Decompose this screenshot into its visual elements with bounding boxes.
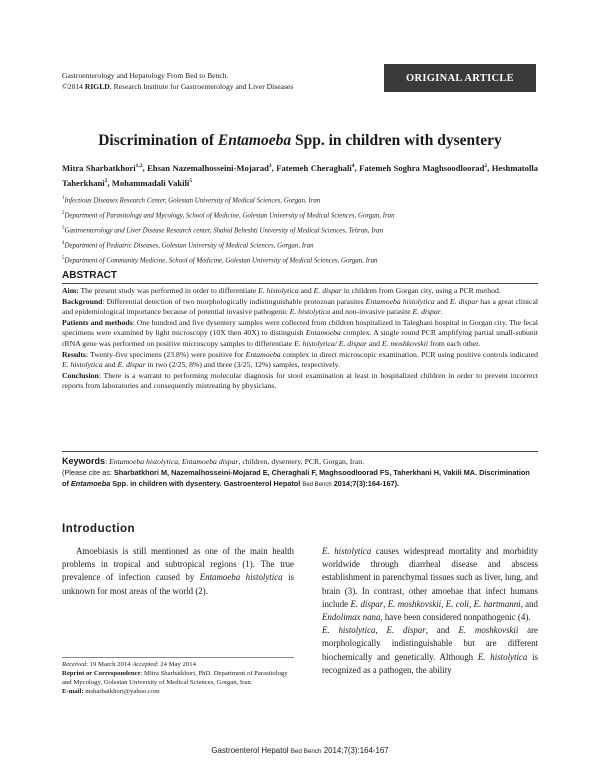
- introduction-heading: Introduction: [62, 523, 136, 535]
- intro-paragraph-2: E. histolytica causes widespread mortality and morbidity worldwide through diarrheal disease and abscess establishment in parenchymal tissues such as liver, lung, and brain (3). In contrast, other amoebae that infect humans include E. dispar, E. moshkovskii, E. coli, E. hartmanni, and Endolimax nana, have been considered nonpathogenic (4).: [322, 546, 538, 623]
- affiliation-item: $^1$Infectious Diseases Research Center, Golestan University of Medical Sciences, Gorgan, Iran: [62, 196, 321, 205]
- abstract-methods: Patients and methods: One hundred and five dysentery samples were collected from children hospitalized in Taleghani hospital in Gorgan city. The fecal specimens were examined by light microscopy (10X then 40X) to distinguish Entamoeba complex. A single round PCR amplifying partial small-subunit rRNA gene was performed on positive microscopy samples to differentiate E. histolytica/ E. dispar and E. moshkovskii from each other.: [62, 317, 539, 348]
- journal-name: Gastroenterology and Hepatology From Bed to Bench.: [62, 71, 229, 80]
- intro-paragraph-3: E. histolytica, E. dispar, and E. moshkovskii are morphologically indistinguishable but are different biochemically and genetically. Although E. histolytica is recognized as a pathogen, the ability: [322, 625, 538, 675]
- right-column: [322, 545, 538, 677]
- abstract-heading: ABSTRACT: [62, 270, 538, 284]
- affiliation-item: $^4$Department of Pediatric Diseases, Golestan University of Medical Sciences, Gorgan, Iran: [62, 240, 314, 249]
- email-link[interactable]: msharbatkhori@yahoo.com: [83, 687, 160, 695]
- keywords: Keywords: Entamoeba histolytica, Entamoeba dispar, children, dysentery, PCR, Gorgan, Iran.: [62, 456, 365, 466]
- intro-paragraph-1: Amoebiasis is still mentioned as one of the main health problems in tropical and subtropical regions (1). The true prevalence of infection caused by Entamoeba histolytica is unknown for most areas of the world (2).: [62, 546, 294, 596]
- copyright-line: ©2014 RIGLD, Research Institute for Gastroenterology and Liver Diseases: [62, 82, 294, 91]
- left-column: [62, 545, 294, 598]
- abstract-divider: [62, 451, 538, 452]
- journal-header: [62, 70, 293, 92]
- dates-line: Received: 19 March 2014 Accepted: 24 May 2014: [62, 661, 196, 668]
- correspondence: Reprint or Correspondence: Mitra Sharbatkhori, PhD. Department of Parasitology and Mycology, Golestan University of Medical Sciences, Gorgan, Iran.: [62, 669, 288, 686]
- abstract-results: Results: Twenty-five specimens (23.8%) were positive for Entamoeba complex in direct microscopic examination. PCR using positive controls indicated E. histolytica and E. dispar in two (2/25, 8%) and three (3/25, 12%) samples, respectively.: [62, 349, 538, 370]
- page-footer: Gastroenterol Hepatol Bed Bench 2014;7(3):164-167: [211, 746, 389, 755]
- email-line: E-mail: msharbatkhori@yahoo.com: [62, 687, 160, 695]
- article-type-badge: ORIGINAL ARTICLE: [384, 64, 536, 92]
- affiliation-list: [62, 193, 538, 267]
- abstract-background: Background: Differential detection of two morphologically indistinguishable protozoan parasites Entamoeba histolytica and E. dispar has a great clinical and epidemiological importance because of potential invasive pathogenic E. histolytica and non-invasive parasite E. dispar.: [62, 296, 539, 317]
- abstract-body: [62, 286, 538, 392]
- affiliation-item: $^5$Department of Community Medicine, School of Medicine, Golestan University of Medical Sciences, Gorgan, Iran: [62, 255, 378, 264]
- abstract-conclusion: Conclusion: There is a warrant to performing molecular diagnosis for stool examination at least in hospitalized children in order to prevent incorrect reports from laboratories and consequently mistreating by physicians.: [62, 370, 538, 391]
- affiliation-item: $^3$Gastroenterology and Liver Disease Research center, Shahid Beheshti University of Medical Sciences, Tehran, Iran: [62, 225, 384, 235]
- affiliation-item: $^2$Department of Parasitology and Mycology, School of Medicine, Golestan University of Medical Sciences, Gorgan, Iran: [62, 210, 395, 220]
- footnote-divider: [62, 657, 294, 658]
- abstract-aim: Aim: The present study was performed in order to differentiate E. histolytica and E. dispar in children from Gorgan city, using a PCR method.: [62, 286, 501, 295]
- citation: (Please cite as: Sharbatkhori M, Nazemalhosseini-Mojarad E, Cheraghali F, Maghsoodloorad FS, Taherkhani H, Vakili MA. Discrimination of Entamoeba Spp. in children with dysentery. Gastroenterol Hepatol Bed Bench 2014;7(3):164-167).: [62, 468, 530, 488]
- article-title: Discrimination of Entamoeba Spp. in children with dysentery: [98, 132, 502, 149]
- author-list: Mitra Sharbatkhori$^{1,2}$, Ehsan Nazemalhosseini-Mojarad$^3$, Fatemeh Cheraghali$^4$, Fatemeh Soghra Maghsoodloorad$^2$, Heshmatolla Taherkhani$^2$, Mohammadali Vakili$^5$: [62, 162, 539, 189]
- footnote: [62, 661, 294, 697]
